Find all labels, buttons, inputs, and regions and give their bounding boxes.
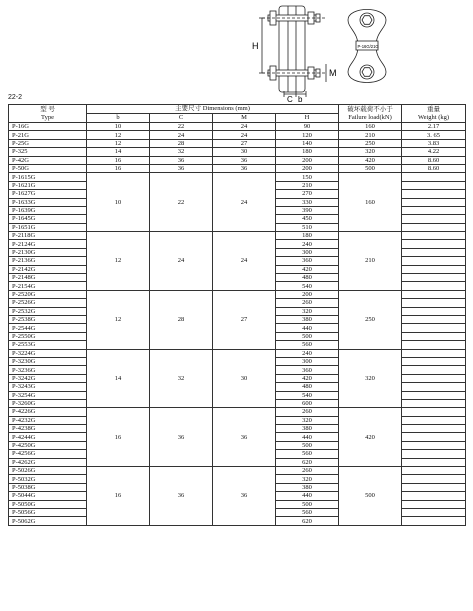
cell-type: P-1633G: [9, 198, 87, 206]
cell-b: 12: [87, 290, 150, 349]
cell-weight: 2.17: [402, 123, 466, 131]
cell-type: P-2148G: [9, 274, 87, 282]
header-weight: [402, 105, 466, 123]
cell-failure-load: 250: [339, 139, 402, 147]
cell-c: 36: [150, 164, 213, 172]
table-row: [9, 131, 466, 139]
cell-weight: [402, 282, 466, 290]
table-row: [9, 408, 466, 416]
cell-type: P-2142G: [9, 265, 87, 273]
product-drawing: [0, 0, 473, 104]
cell-type: P-42G: [9, 156, 87, 164]
cell-failure-load: 320: [339, 349, 402, 408]
cell-m: 24: [213, 123, 276, 131]
cell-weight: [402, 450, 466, 458]
cell-b: 12: [87, 232, 150, 291]
cell-weight: [402, 341, 466, 349]
cell-weight: [402, 215, 466, 223]
specification-table: [8, 104, 466, 526]
cell-type: P-2526G: [9, 299, 87, 307]
cell-m: 27: [213, 290, 276, 349]
cell-type: P-25G: [9, 139, 87, 147]
header-m: M: [213, 114, 276, 123]
cell-type: P-1651G: [9, 223, 87, 231]
cell-type: P-2520G: [9, 290, 87, 298]
cell-h: 390: [276, 206, 339, 214]
cell-weight: [402, 290, 466, 298]
cell-weight: [402, 467, 466, 475]
table-row: [9, 139, 466, 147]
cell-h: 140: [276, 139, 339, 147]
cell-h: 240: [276, 240, 339, 248]
cell-h: 150: [276, 173, 339, 181]
cell-h: 300: [276, 357, 339, 365]
cell-c: 24: [150, 131, 213, 139]
cell-failure-load: 500: [339, 467, 402, 526]
cell-h: 240: [276, 349, 339, 357]
cell-failure-load: 320: [339, 148, 402, 156]
cell-h: 180: [276, 148, 339, 156]
cell-failure-load: 420: [339, 408, 402, 467]
cell-weight: 4.22: [402, 148, 466, 156]
cell-weight: [402, 416, 466, 424]
cell-type: P-1615G: [9, 173, 87, 181]
cell-type: P-2136G: [9, 257, 87, 265]
cell-m: 36: [213, 156, 276, 164]
cell-h: 320: [276, 475, 339, 483]
cell-h: 380: [276, 315, 339, 323]
cell-weight: [402, 441, 466, 449]
table-body: [9, 123, 466, 526]
cell-weight: [402, 332, 466, 340]
cell-failure-load: 160: [339, 123, 402, 131]
cell-h: 560: [276, 341, 339, 349]
cell-weight: [402, 206, 466, 214]
cell-h: 210: [276, 181, 339, 189]
cell-h: 440: [276, 433, 339, 441]
cell-h: 90: [276, 123, 339, 131]
cell-m: 36: [213, 408, 276, 467]
cell-type: P-16G: [9, 123, 87, 131]
cell-b: 10: [87, 173, 150, 232]
cell-h: 420: [276, 374, 339, 382]
cell-type: P-3224G: [9, 349, 87, 357]
cell-weight: [402, 374, 466, 382]
cell-type: P-50G: [9, 164, 87, 172]
cell-type: P-2544G: [9, 324, 87, 332]
cell-type: P-4250G: [9, 441, 87, 449]
cell-c: 36: [150, 156, 213, 164]
cell-type: P-2538G: [9, 315, 87, 323]
cell-weight: [402, 399, 466, 407]
cell-type: P-2532G: [9, 307, 87, 315]
cell-type: P-4232G: [9, 416, 87, 424]
cell-weight: [402, 383, 466, 391]
cell-type: P-1639G: [9, 206, 87, 214]
header-c: C: [150, 114, 213, 123]
dim-label-b: b: [298, 95, 303, 104]
cell-weight: 3.83: [402, 139, 466, 147]
cell-h: 480: [276, 274, 339, 282]
cell-weight: [402, 173, 466, 181]
cell-weight: 8.60: [402, 164, 466, 172]
cell-h: 500: [276, 500, 339, 508]
link-fitting-drawing: [0, 0, 473, 104]
cell-type: P-3243G: [9, 383, 87, 391]
cell-h: 120: [276, 131, 339, 139]
cell-weight: [402, 265, 466, 273]
table-row: [9, 232, 466, 240]
dim-label-m: M: [329, 68, 337, 78]
cell-type: P-5062G: [9, 517, 87, 525]
header-type: [9, 105, 87, 123]
cell-h: 540: [276, 391, 339, 399]
cell-h: 420: [276, 265, 339, 273]
cell-failure-load: 160: [339, 173, 402, 232]
cell-type: P-1627G: [9, 190, 87, 198]
cell-type: P-4226G: [9, 408, 87, 416]
table-row: [9, 173, 466, 181]
cell-c: 28: [150, 139, 213, 147]
cell-h: 300: [276, 248, 339, 256]
cell-m: 27: [213, 139, 276, 147]
cell-type: P-2130G: [9, 248, 87, 256]
header-weight-en: Weight (kg): [417, 113, 450, 121]
cell-weight: [402, 366, 466, 374]
cell-type: P-325: [9, 148, 87, 156]
cell-weight: 8.60: [402, 156, 466, 164]
cell-weight: [402, 517, 466, 525]
cell-weight: [402, 198, 466, 206]
cell-h: 180: [276, 232, 339, 240]
cell-type: P-5056G: [9, 508, 87, 516]
cell-weight: [402, 508, 466, 516]
cell-type: P-5050G: [9, 500, 87, 508]
table-row: [9, 164, 466, 172]
cell-b: 16: [87, 408, 150, 467]
cell-h: 560: [276, 450, 339, 458]
header-type-cn: 型 号: [40, 105, 55, 113]
cell-weight: [402, 425, 466, 433]
cell-failure-load: 250: [339, 290, 402, 349]
cell-weight: 3. 65: [402, 131, 466, 139]
cell-h: 500: [276, 441, 339, 449]
cell-weight: [402, 483, 466, 491]
cell-weight: [402, 299, 466, 307]
cell-weight: [402, 315, 466, 323]
cell-weight: [402, 190, 466, 198]
cell-h: 270: [276, 190, 339, 198]
cell-h: 200: [276, 164, 339, 172]
cell-m: 30: [213, 148, 276, 156]
cell-m: 30: [213, 349, 276, 408]
cell-type: P-2550G: [9, 332, 87, 340]
cell-c: 32: [150, 349, 213, 408]
cell-failure-load: 500: [339, 164, 402, 172]
table-row: [9, 290, 466, 298]
cell-type: P-4256G: [9, 450, 87, 458]
dim-label-c: C: [287, 95, 293, 104]
cell-h: 560: [276, 508, 339, 516]
cell-h: 620: [276, 517, 339, 525]
cell-failure-load: 210: [339, 232, 402, 291]
cell-h: 360: [276, 366, 339, 374]
cell-h: 330: [276, 198, 339, 206]
table-row: [9, 467, 466, 475]
cell-type: P-1645G: [9, 215, 87, 223]
cell-type: P-4238G: [9, 425, 87, 433]
cell-type: P-5038G: [9, 483, 87, 491]
cell-h: 360: [276, 257, 339, 265]
cell-b: 14: [87, 349, 150, 408]
cell-h: 380: [276, 483, 339, 491]
cell-h: 450: [276, 215, 339, 223]
cell-weight: [402, 232, 466, 240]
cell-c: 36: [150, 408, 213, 467]
cell-b: 10: [87, 123, 150, 131]
cell-h: 480: [276, 383, 339, 391]
table-row: [9, 349, 466, 357]
cell-h: 600: [276, 399, 339, 407]
cell-b: 16: [87, 156, 150, 164]
cell-c: 24: [150, 232, 213, 291]
cell-type: P-3254G: [9, 391, 87, 399]
header-load-cn: 破坏载荷不小于: [347, 105, 393, 113]
cell-weight: [402, 500, 466, 508]
header-h: H: [276, 114, 339, 123]
cell-m: 36: [213, 467, 276, 526]
cell-weight: [402, 240, 466, 248]
cell-type: P-21G: [9, 131, 87, 139]
cell-type: P-3242G: [9, 374, 87, 382]
cell-failure-load: 210: [339, 131, 402, 139]
cell-type: P-4244G: [9, 433, 87, 441]
cell-type: P-3236G: [9, 366, 87, 374]
cell-weight: [402, 475, 466, 483]
cell-c: 22: [150, 173, 213, 232]
cell-h: 440: [276, 492, 339, 500]
cell-type: P-4262G: [9, 458, 87, 466]
cell-weight: [402, 357, 466, 365]
cell-type: P-2118G: [9, 232, 87, 240]
cell-type: P-5026G: [9, 467, 87, 475]
table-row: [9, 123, 466, 131]
cell-weight: [402, 257, 466, 265]
cell-h: 320: [276, 307, 339, 315]
cell-h: 260: [276, 299, 339, 307]
table-row: [9, 148, 466, 156]
cell-failure-load: 420: [339, 156, 402, 164]
cell-h: 380: [276, 425, 339, 433]
header-type-en: Type: [41, 113, 54, 121]
plate-marking: P-16G/21G: [357, 44, 379, 49]
cell-h: 500: [276, 332, 339, 340]
cell-type: P-2553G: [9, 341, 87, 349]
header-b: b: [87, 114, 150, 123]
cell-type: P-5044G: [9, 492, 87, 500]
cell-h: 260: [276, 408, 339, 416]
table-row: [9, 156, 466, 164]
header-row-top: [9, 105, 466, 114]
cell-m: 24: [213, 173, 276, 232]
cell-m: 24: [213, 232, 276, 291]
cell-c: 32: [150, 148, 213, 156]
cell-h: 620: [276, 458, 339, 466]
header-load-en: Failure load(kN): [348, 113, 392, 121]
cell-weight: [402, 391, 466, 399]
cell-c: 22: [150, 123, 213, 131]
cell-c: 28: [150, 290, 213, 349]
cell-weight: [402, 408, 466, 416]
cell-weight: [402, 274, 466, 282]
figure-number: 22-2: [8, 94, 23, 101]
cell-b: 16: [87, 164, 150, 172]
cell-m: 36: [213, 164, 276, 172]
cell-c: 36: [150, 467, 213, 526]
cell-h: 320: [276, 416, 339, 424]
cell-h: 440: [276, 324, 339, 332]
cell-weight: [402, 433, 466, 441]
cell-b: 14: [87, 148, 150, 156]
cell-b: 16: [87, 467, 150, 526]
cell-type: P-3260G: [9, 399, 87, 407]
cell-type: P-2124G: [9, 240, 87, 248]
cell-h: 200: [276, 156, 339, 164]
cell-type: P-5032G: [9, 475, 87, 483]
header-weight-cn: 重量: [427, 105, 440, 113]
cell-weight: [402, 248, 466, 256]
cell-b: 12: [87, 131, 150, 139]
cell-h: 200: [276, 290, 339, 298]
dim-label-h: H: [252, 41, 259, 51]
cell-h: 260: [276, 467, 339, 475]
header-failure-load: [339, 105, 402, 123]
header-dimensions: 主要尺寸 Dimensions (mm): [87, 105, 339, 114]
cell-type: P-3230G: [9, 357, 87, 365]
cell-type: P-1621G: [9, 181, 87, 189]
cell-weight: [402, 492, 466, 500]
cell-m: 24: [213, 131, 276, 139]
cell-h: 510: [276, 223, 339, 231]
cell-weight: [402, 458, 466, 466]
cell-b: 12: [87, 139, 150, 147]
cell-weight: [402, 223, 466, 231]
cell-h: 540: [276, 282, 339, 290]
cell-weight: [402, 307, 466, 315]
cell-weight: [402, 324, 466, 332]
cell-weight: [402, 349, 466, 357]
cell-type: P-2154G: [9, 282, 87, 290]
cell-weight: [402, 181, 466, 189]
